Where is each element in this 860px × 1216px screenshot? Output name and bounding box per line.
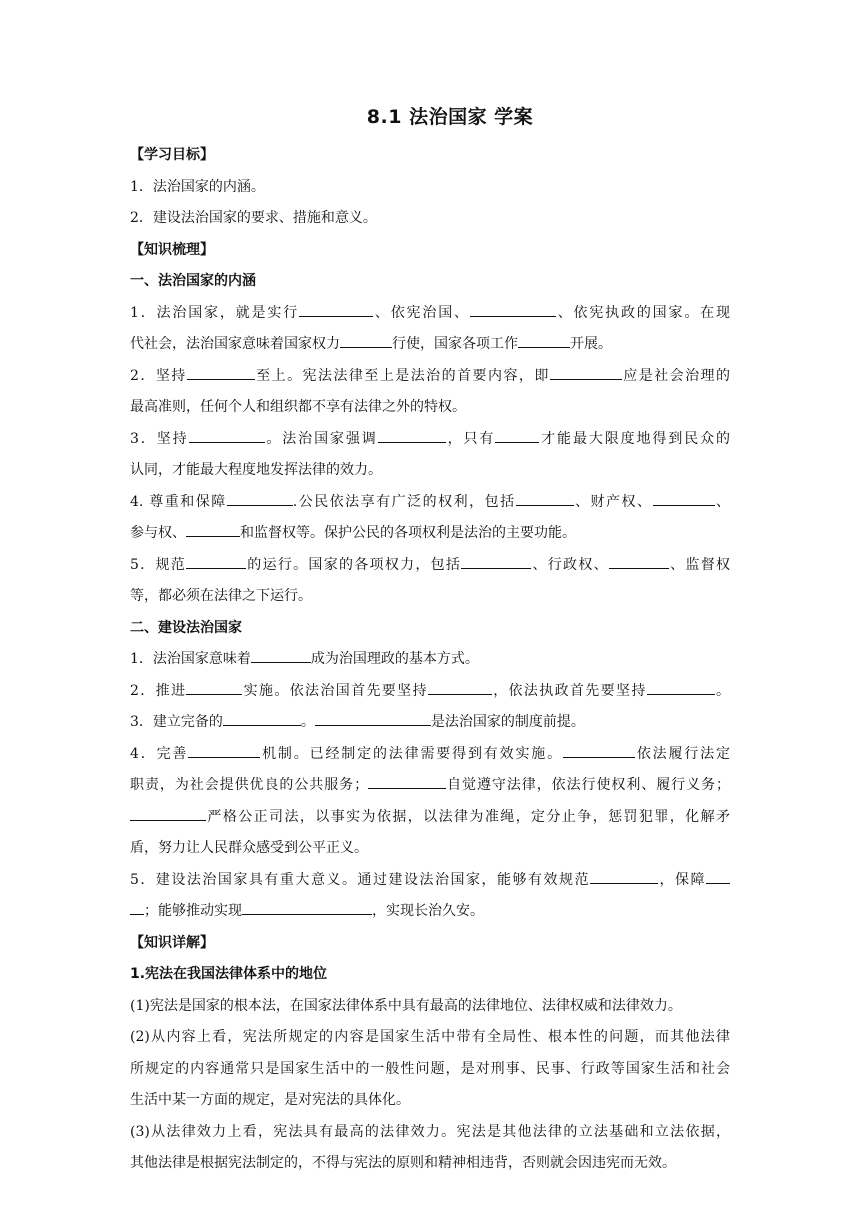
- fill-blank[interactable]: [188, 740, 260, 758]
- text: 、: [714, 493, 730, 510]
- fill-blank[interactable]: [130, 897, 144, 915]
- detail-heading: 1.宪法在我国法律体系中的地位: [130, 966, 328, 982]
- fill-blank[interactable]: [130, 803, 206, 821]
- fill-blank[interactable]: [550, 362, 622, 380]
- text: 5．规范: [130, 556, 187, 573]
- text: 参与权、: [130, 525, 186, 541]
- text: 才能最大限度地得到民众的: [539, 430, 730, 447]
- paragraph-line: 等，都必须在法律之下运行。: [130, 588, 312, 604]
- document-body: [130, 140, 730, 1180]
- paragraph-line: [130, 550, 730, 582]
- fill-blank[interactable]: [186, 519, 240, 537]
- fill-blank[interactable]: [227, 488, 293, 506]
- fill-blank[interactable]: [186, 677, 242, 695]
- text: .公民依法享有广泛的权利，包括: [292, 493, 516, 510]
- fill-blank[interactable]: [251, 645, 311, 663]
- paragraph-line: [130, 644, 730, 676]
- text: 2．坚持: [130, 367, 187, 384]
- paragraph-line: (3)从法律效力上看，宪法具有最高的法律效力。宪法是其他法律的立法基础和立法依据，: [130, 1123, 730, 1140]
- paragraph-line: [130, 676, 730, 708]
- text: 机制。已经制定的法律需要得到有效实施。: [260, 745, 563, 762]
- fill-blank[interactable]: [315, 708, 431, 726]
- fill-blank[interactable]: [378, 425, 446, 443]
- fill-blank[interactable]: [470, 299, 556, 317]
- text: 。法治国家强调: [264, 430, 378, 447]
- text: 。: [714, 682, 730, 699]
- text: 、行政权、: [531, 556, 609, 573]
- paragraph-line: 认同，才能最大程度地发挥法律的效力。: [130, 462, 382, 478]
- paragraph-line: [130, 707, 730, 739]
- fill-blank[interactable]: [706, 866, 730, 884]
- goal-item-1: 1．法治国家的内涵。: [130, 178, 265, 195]
- fill-blank[interactable]: [189, 425, 265, 443]
- fill-blank[interactable]: [428, 677, 492, 695]
- section-heading-goals: 【学习目标】: [130, 147, 214, 163]
- text: ，保障: [658, 871, 707, 888]
- text: 实施。依法治国首先要坚持: [242, 682, 428, 699]
- paragraph-line: [130, 424, 730, 456]
- section-heading-detail: 【知识详解】: [130, 934, 214, 951]
- paragraph-line: [130, 896, 730, 928]
- text: ，实现长治久安。: [372, 903, 484, 919]
- text: 4. 尊重和保障: [130, 493, 227, 510]
- fill-blank[interactable]: [299, 299, 373, 317]
- page-title: 8.1 法治国家 学案: [366, 106, 534, 128]
- text: 行使，国家各项工作: [392, 336, 518, 352]
- fill-blank[interactable]: [368, 771, 446, 789]
- paragraph-line: [130, 487, 730, 519]
- text: 自觉遵守法律，依法行使权利、履行义务；: [446, 777, 730, 793]
- text: 应是社会治理的: [621, 367, 730, 384]
- fill-blank[interactable]: [518, 330, 570, 348]
- text: 5．建设法治国家具有重大意义。通过建设法治国家，能够有效规范: [130, 871, 590, 888]
- paragraph-line: (2)从内容上看，宪法所规定的内容是国家生活中带有全局性、根本性的问题，而其他法律: [130, 1029, 730, 1045]
- text: 的运行。国家的各项权力，包括: [246, 556, 462, 573]
- text: 1．法治国家，就是实行: [130, 304, 300, 321]
- text: 开展。: [570, 336, 612, 352]
- text: 、依宪执政的国家。在现: [555, 304, 730, 321]
- paragraph-line: 生活中某一方面的规定，是对宪法的具体化。: [130, 1092, 410, 1108]
- fill-blank[interactable]: [516, 488, 574, 506]
- paragraph-line: [130, 802, 730, 834]
- text: 、依宪治国、: [373, 304, 470, 321]
- fill-blank[interactable]: [609, 551, 669, 569]
- fill-blank[interactable]: [186, 551, 246, 569]
- paragraph-line: [130, 739, 730, 771]
- text: 严格公正司法，以事实为依据，以法律为准绳，定分止争，惩罚犯罪，化解矛: [206, 808, 730, 825]
- fill-blank[interactable]: [187, 362, 255, 380]
- text: 是法治国家的制度前提。: [430, 714, 585, 730]
- text: 职责，为社会提供优良的公共服务；: [130, 777, 369, 793]
- part-heading-2: 二、建设法治国家: [130, 619, 242, 636]
- paragraph-line: [130, 865, 730, 897]
- text: 1．法治国家意味着: [130, 651, 251, 667]
- fill-blank[interactable]: [242, 897, 372, 915]
- text: 4．完善: [130, 745, 189, 762]
- text: 、监督权: [668, 556, 730, 573]
- fill-blank[interactable]: [653, 488, 715, 506]
- paragraph-line: [130, 518, 730, 550]
- section-heading-review: 【知识梳理】: [130, 241, 214, 258]
- text: 、财产权、: [573, 493, 653, 510]
- paragraph-line: 最高准则，任何个人和组织都不享有法律之外的特权。: [130, 399, 466, 415]
- paragraph-line: 所规定的内容通常只是国家生活中的一般性问题，是对刑事、民事、行政等国家生活和社会: [130, 1060, 730, 1077]
- fill-blank[interactable]: [647, 677, 715, 695]
- fill-blank[interactable]: [495, 425, 539, 443]
- text: 依法履行法定: [634, 745, 730, 762]
- fill-blank[interactable]: [340, 330, 392, 348]
- fill-blank[interactable]: [590, 866, 658, 884]
- paragraph-line: [130, 770, 730, 802]
- text: 至上。宪法法律至上是法治的首要内容，即: [254, 367, 550, 384]
- text: ，依法执政首先要坚持: [491, 682, 647, 699]
- fill-blank[interactable]: [563, 740, 635, 758]
- fill-blank[interactable]: [223, 708, 301, 726]
- text: 2．推进: [130, 682, 187, 699]
- text: 。: [300, 714, 315, 730]
- text: ；能够推动实现: [144, 903, 242, 919]
- paragraph-line: 盾，努力让人民群众感受到公平正义。: [130, 840, 368, 856]
- paragraph-line: [130, 329, 730, 361]
- goal-item-2: 2．建设法治国家的要求、措施和意义。: [130, 210, 377, 226]
- fill-blank[interactable]: [461, 551, 531, 569]
- paragraph-line: [130, 298, 730, 330]
- text: 3．坚持: [130, 430, 189, 447]
- paragraph-line: 其他法律是根据宪法制定的，不得与宪法的原则和精神相违背，否则就会因违宪而无效。: [130, 1155, 676, 1171]
- text: 成为治国理政的基本方式。: [310, 651, 479, 667]
- paragraph-line: [130, 361, 730, 393]
- text: 和监督权等。保护公民的各项权利是法治的主要功能。: [240, 525, 576, 541]
- part-heading-1: 一、法治国家的内涵: [130, 273, 256, 289]
- paragraph-line: (1)宪法是国家的根本法，在国家法律体系中具有最高的法律地位、法律权威和法律效力。: [130, 997, 682, 1014]
- text: 代社会，法治国家意味着国家权力: [130, 336, 340, 352]
- text: ，只有: [445, 430, 496, 447]
- text: 3．建立完备的: [130, 714, 223, 730]
